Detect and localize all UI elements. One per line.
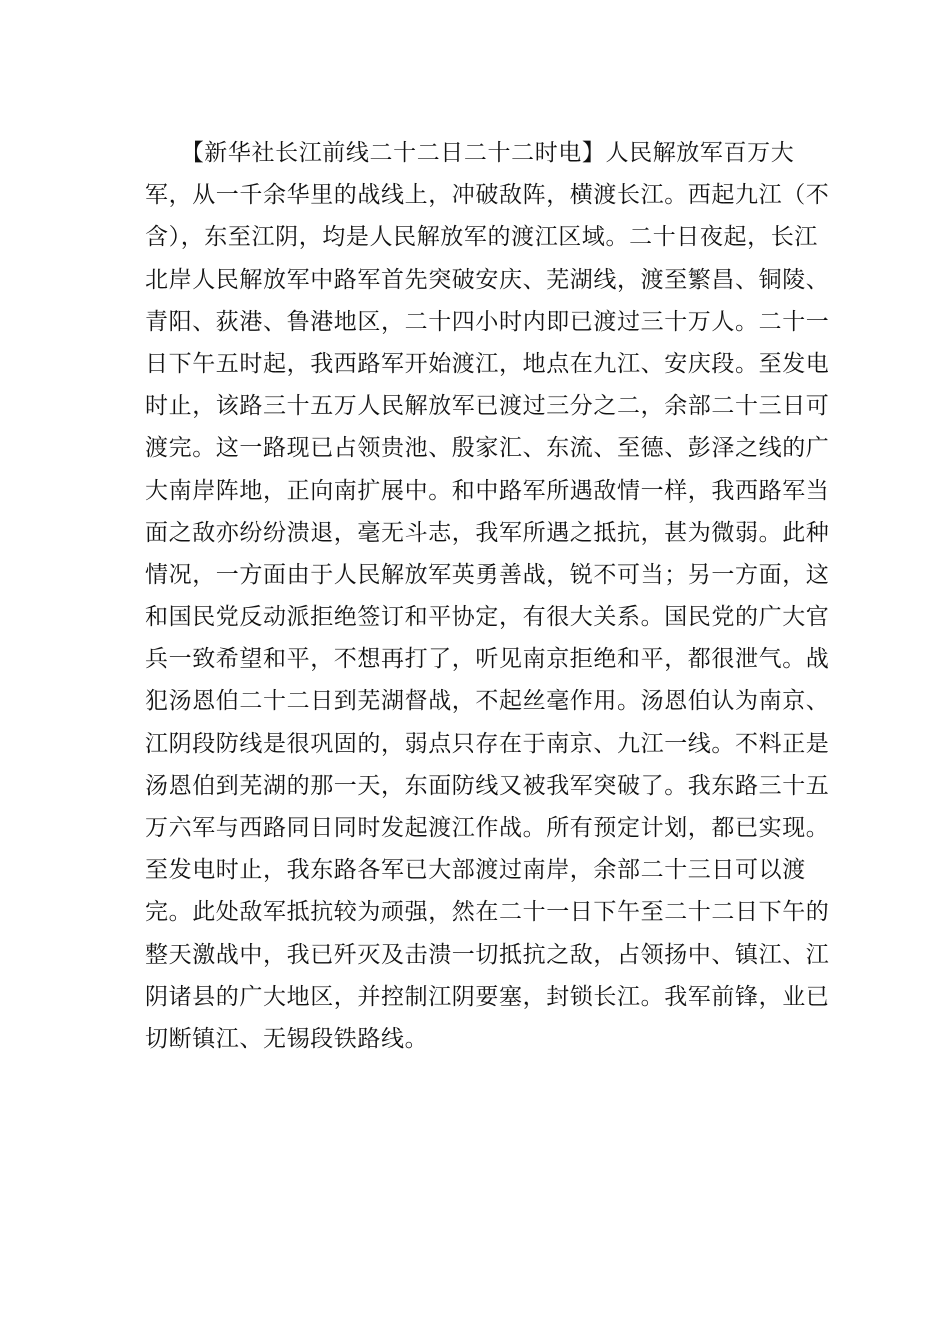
article-line-7: 时止，该路三十五万人民解放军已渡过三分之二，余部二十三日可 xyxy=(145,393,830,420)
article-line-1: 【新华社长江前线二十二日二十二时电】人民解放军百万大 xyxy=(145,140,795,166)
article-line-10: 面之敌亦纷纷溃退，毫无斗志，我军所遇之抵抗，甚为微弱。此种 xyxy=(145,519,830,546)
article-line-2: 军，从一千余华里的战线上，冲破敌阵，横渡长江。西起九江（不 xyxy=(145,182,830,209)
article-line-3: 含），东至江阴，均是人民解放军的渡江区域。二十日夜起，长江 xyxy=(145,224,818,251)
article-line-16: 汤恩伯到芜湖的那一天，东面防线又被我军突破了。我东路三十五 xyxy=(145,772,830,799)
article-line-21: 阴诸县的广大地区，并控制江阴要塞，封锁长江。我军前锋，业已 xyxy=(145,983,830,1010)
article-line-11: 情况，一方面由于人民解放军英勇善战，锐不可当；另一方面，这 xyxy=(145,561,830,588)
article-line-8: 渡完。这一路现已占领贵池、殷家汇、东流、至德、彭泽之线的广 xyxy=(145,435,830,462)
article-line-4: 北岸人民解放军中路军首先突破安庆、芜湖线，渡至繁昌、铜陵、 xyxy=(145,266,830,293)
article-line-19: 完。此处敌军抵抗较为顽强，然在二十一日下午至二十二日下午的 xyxy=(145,899,830,926)
article-line-14: 犯汤恩伯二十二日到芜湖督战，不起丝毫作用。汤恩伯认为南京、 xyxy=(145,688,830,715)
article-line-6: 日下午五时起，我西路军开始渡江，地点在九江、安庆段。至发电 xyxy=(145,350,830,377)
article-line-12: 和国民党反动派拒绝签订和平协定，有很大关系。国民党的广大官 xyxy=(145,604,830,631)
article-line-17: 万六军与西路同日同时发起渡江作战。所有预定计划，都已实现。 xyxy=(145,815,830,841)
article-line-18: 至发电时止，我东路各军已大部渡过南岸，余部二十三日可以渡 xyxy=(145,857,806,884)
article-line-15: 江阴段防线是很巩固的，弱点只存在于南京、九江一线。不料正是 xyxy=(145,730,830,757)
article-line-20: 整天激战中，我已歼灭及击溃一切抵抗之敌，占领扬中、镇江、江 xyxy=(145,941,830,968)
article-line-22: 切断镇江、无锡段铁路线。 xyxy=(145,1025,429,1052)
news-article-body xyxy=(145,132,830,1060)
article-line-13: 兵一致希望和平，不想再打了，听见南京拒绝和平，都很泄气。战 xyxy=(145,646,830,673)
article-line-9: 大南岸阵地，正向南扩展中。和中路军所遇敌情一样，我西路军当 xyxy=(145,477,830,504)
article-line-5: 青阳、荻港、鲁港地区，二十四小时内即已渡过三十万人。二十一 xyxy=(145,308,830,335)
